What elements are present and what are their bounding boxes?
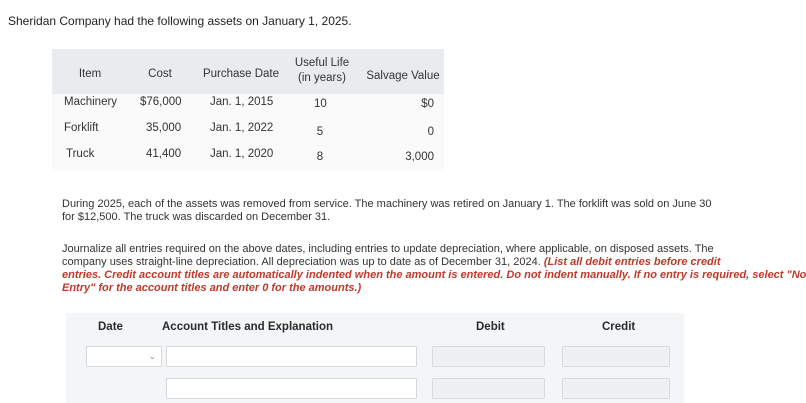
instructions-line-2-italic: (List all debit entries before credit [543, 256, 721, 268]
journal-row-1-account-field[interactable] [166, 346, 417, 367]
row-forklift-cost: 35,000 [146, 122, 182, 134]
journal-row-1-date-select[interactable] [86, 346, 162, 367]
journal-row-1-credit-field[interactable] [562, 346, 670, 367]
problem-intro: Sheridan Company had the following assets on January 1, 2025. [8, 14, 352, 28]
row-truck-salvage: 3,000 [405, 151, 434, 163]
row-machinery-date: Jan. 1, 2015 [210, 96, 274, 108]
assets-table-header [52, 49, 444, 94]
journal-row-2-account-field[interactable] [166, 378, 417, 399]
row-forklift-salvage: 0 [427, 126, 434, 138]
instructions-line-1: Journalize all entries required on the above dates, including entries to update depreciation, where applicable, on disposed assets. The [62, 243, 714, 255]
journal-entry-table [66, 313, 684, 403]
instructions-paragraph [62, 243, 806, 295]
row-truck-item: Truck [66, 148, 95, 160]
journal-row-2-credit-field[interactable] [562, 378, 670, 399]
row-forklift-life: 5 [316, 126, 324, 138]
row-truck-life: 8 [316, 151, 324, 163]
header-salvage-value: Salvage Value [366, 70, 440, 82]
journal-row-1-debit-field[interactable] [432, 346, 545, 367]
row-machinery-life: 10 [314, 98, 327, 110]
events-line-1: During 2025, each of the assets was removed from service. The machinery was retired on January 1. The forklift was sold on June 30 [62, 198, 712, 210]
instructions-line-2-plain: company uses straight-line depreciation. All depreciation was up to date as of December 31, 2024. [62, 256, 541, 268]
instructions-line-4: Entry" for the account titles and enter 0 for the amounts.) [62, 282, 362, 294]
instructions-line-2 [62, 256, 721, 269]
events-paragraph [62, 198, 712, 224]
chevron-down-icon: ⌄ [148, 351, 156, 361]
header-useful-life-units: (in years) [298, 72, 346, 84]
row-machinery-item: Machinery [64, 96, 118, 108]
row-truck-cost: 41,400 [146, 148, 182, 160]
header-cost: Cost [148, 68, 172, 80]
row-forklift-date: Jan. 1, 2022 [210, 122, 274, 134]
header-purchase-date: Purchase Date [202, 68, 280, 80]
events-line-2: for $12,500. The truck was discarded on December 31. [62, 211, 331, 223]
row-forklift-item: Forklift [64, 122, 99, 134]
row-machinery-cost: $76,000 [140, 96, 182, 108]
header-useful-life: Useful Life [294, 57, 350, 69]
instructions-line-3: entries. Credit account titles are automatically indented when the amount is entered. Do not indent manually. If no entry is required, select "No [62, 269, 806, 281]
assets-table [52, 49, 444, 171]
journal-header-date: Date [98, 321, 123, 333]
row-machinery-salvage: $0 [421, 98, 434, 110]
journal-header-credit: Credit [602, 321, 636, 333]
row-truck-date: Jan. 1, 2020 [210, 148, 274, 160]
journal-header-debit: Debit [476, 321, 505, 333]
journal-row-2-debit-field[interactable] [432, 378, 545, 399]
journal-header-account: Account Titles and Explanation [162, 321, 334, 333]
header-item: Item [78, 68, 102, 80]
